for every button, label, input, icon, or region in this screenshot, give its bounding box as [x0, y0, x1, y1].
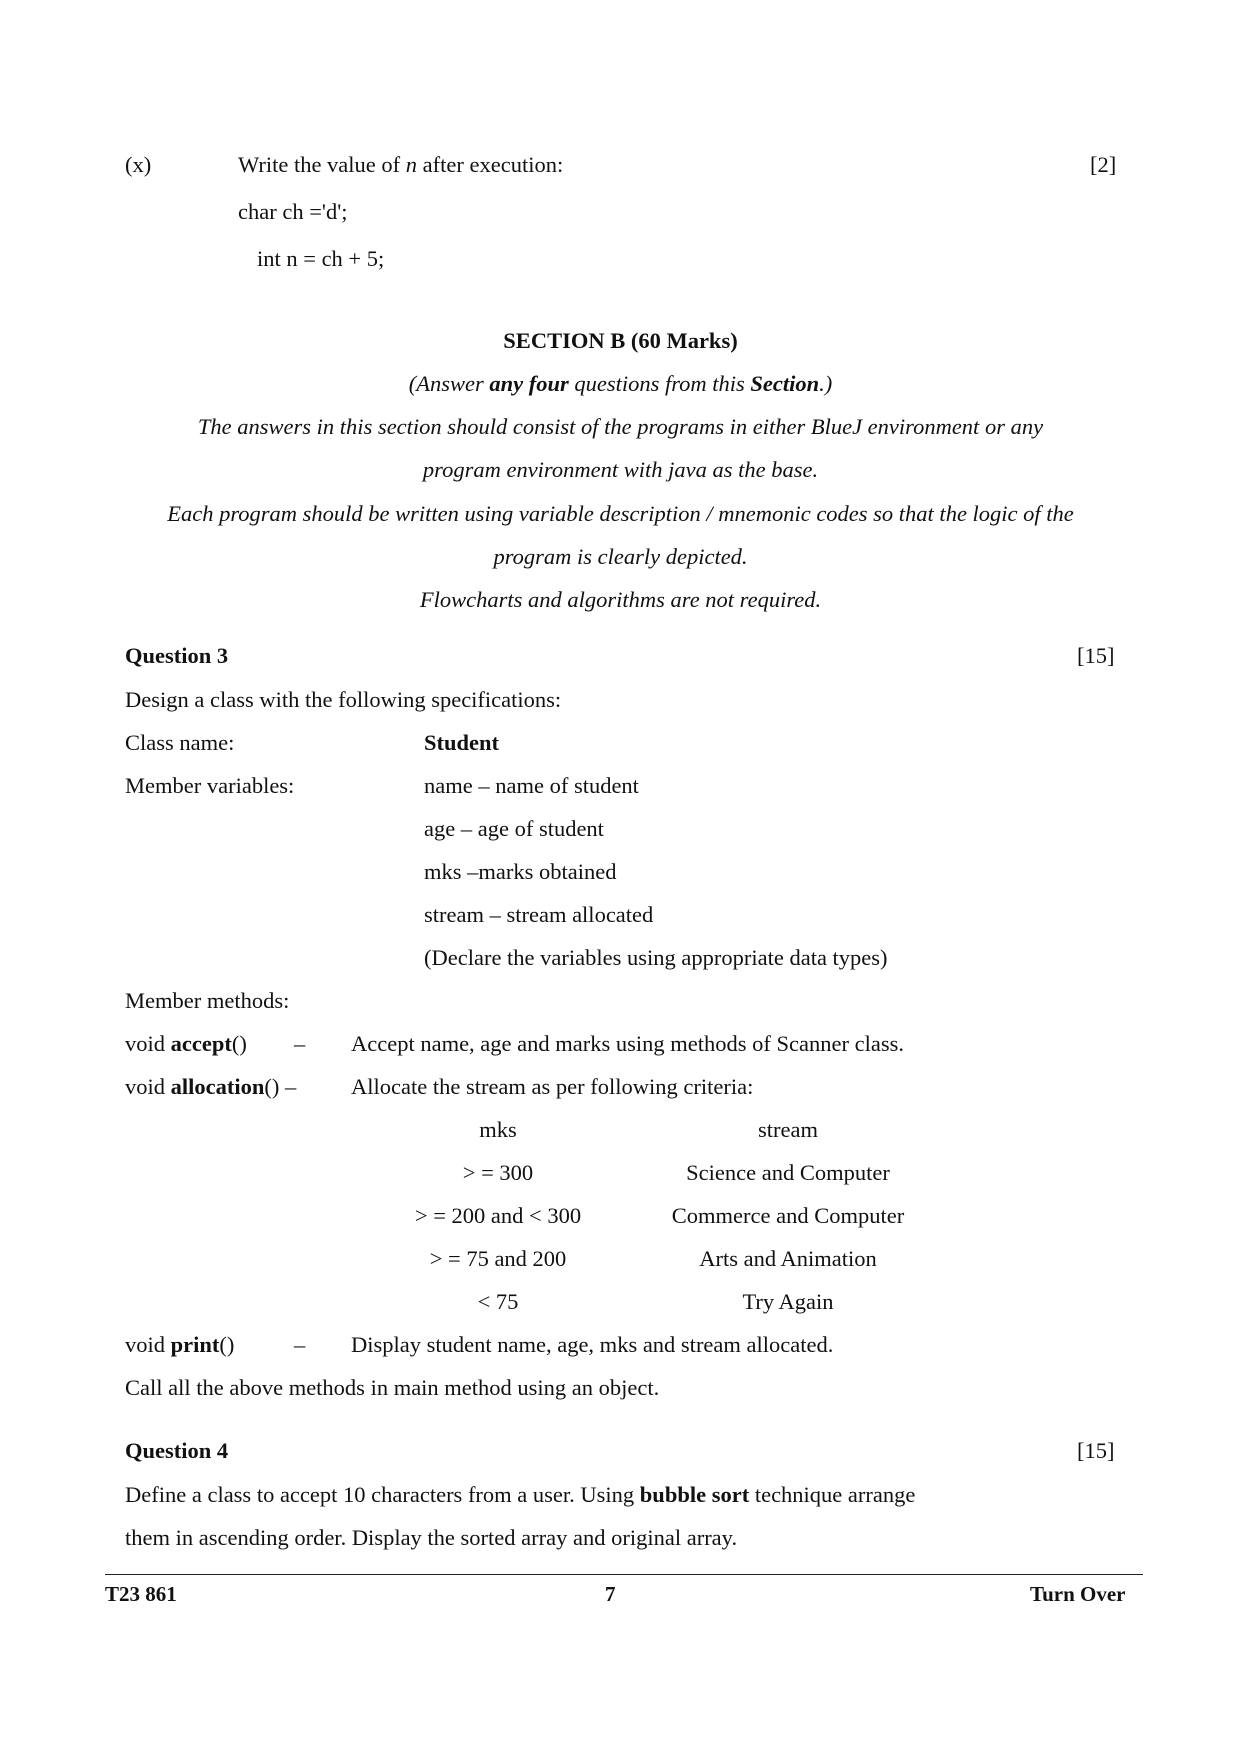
method-paren: () [219, 1332, 235, 1357]
question-4-line-1 [125, 1484, 915, 1507]
variable-age: age – age of student [424, 816, 604, 841]
table-head-stream: stream [758, 1117, 818, 1142]
class-name-value: Student [424, 730, 500, 755]
instr-mid: questions from this [568, 371, 751, 396]
section-instruction-5: program is clearly depicted. [493, 544, 748, 569]
table-cell-stream: Science and Computer [686, 1160, 890, 1185]
method-allocation-desc: Allocate the stream as per following criteria: [351, 1074, 754, 1099]
method-paren: () [231, 1031, 247, 1056]
table-cell-stream: Try Again [742, 1289, 834, 1314]
variable-stream: stream – stream allocated [424, 902, 654, 927]
variable-mks: mks –marks obtained [424, 859, 617, 884]
section-instruction-4: Each program should be written using variable description / mnemonic codes so that the logic of the [167, 501, 1074, 526]
table-head-mks: mks [479, 1117, 517, 1142]
method-paren: () – [264, 1074, 297, 1099]
question-4-title: Question 4 [125, 1438, 229, 1463]
member-variables-label: Member variables: [125, 773, 295, 798]
method-name: allocation [170, 1074, 265, 1099]
code-line-1: char ch ='d'; [238, 199, 348, 224]
footer-rule [105, 1574, 1143, 1575]
table-cell-stream: Commerce and Computer [671, 1203, 905, 1228]
instr-open: (Answer [408, 371, 490, 396]
section-instruction-2: The answers in this section should consist of the programs in either BlueJ environment or any [197, 414, 1044, 439]
footer-page-number: 7 [605, 1582, 616, 1606]
q4-text-end: technique arrange [749, 1482, 916, 1507]
footer-turn-over: Turn Over [1030, 1582, 1126, 1606]
table-cell-mks: < 75 [477, 1289, 519, 1314]
method-allocation-signature [125, 1076, 296, 1099]
method-name: accept [170, 1031, 232, 1056]
void-keyword: void [125, 1074, 171, 1099]
section-instruction-3: program environment with java as the base. [422, 457, 819, 482]
question-x-number: (x) [125, 152, 152, 177]
section-heading: SECTION B (60 Marks) [503, 328, 738, 353]
instr-close: .) [819, 371, 833, 396]
variables-note: (Declare the variables using appropriate data types) [424, 945, 888, 970]
question-3-marks: [15] [1077, 643, 1115, 668]
prompt-text-end: after execution: [417, 152, 564, 177]
table-cell-stream: Arts and Animation [699, 1246, 877, 1271]
table-cell-mks: > = 75 and 200 [429, 1246, 567, 1271]
member-methods-label: Member methods: [125, 988, 290, 1013]
footer-code: T23 861 [105, 1582, 177, 1606]
instr-section: Section [750, 371, 820, 396]
question-4-marks: [15] [1077, 1438, 1115, 1463]
method-accept-signature [125, 1033, 247, 1056]
section-instruction-6: Flowcharts and algorithms are not required. [419, 587, 822, 612]
instr-any-four: any four [489, 371, 569, 396]
method-print-signature [125, 1334, 234, 1357]
question-3-closing: Call all the above methods in main method using an object. [125, 1375, 660, 1400]
class-name-label: Class name: [125, 730, 235, 755]
q4-text: Define a class to accept 10 characters from a user. Using [125, 1482, 640, 1507]
void-keyword: void [125, 1031, 171, 1056]
method-print-dash: – [294, 1332, 306, 1357]
question-3-title: Question 3 [125, 643, 229, 668]
method-accept-dash: – [294, 1031, 306, 1056]
method-name: print [170, 1332, 220, 1357]
question-3-intro: Design a class with the following specifications: [125, 687, 562, 712]
void-keyword: void [125, 1332, 171, 1357]
variable-name: name – name of student [424, 773, 639, 798]
question-x-marks: [2] [1090, 152, 1117, 177]
prompt-variable: n [405, 152, 418, 177]
question-x-prompt [238, 154, 563, 177]
table-cell-mks: > = 200 and < 300 [414, 1203, 582, 1228]
method-accept-desc: Accept name, age and marks using methods of Scanner class. [351, 1031, 904, 1056]
method-print-desc: Display student name, age, mks and stream allocated. [351, 1332, 834, 1357]
prompt-text: Write the value of [238, 152, 406, 177]
question-4-line-2: them in ascending order. Display the sorted array and original array. [125, 1525, 738, 1550]
code-line-2: int n = ch + 5; [257, 246, 385, 271]
table-cell-mks: > = 300 [462, 1160, 534, 1185]
section-instruction-1 [0, 373, 1241, 396]
q4-bubble-sort: bubble sort [639, 1482, 750, 1507]
